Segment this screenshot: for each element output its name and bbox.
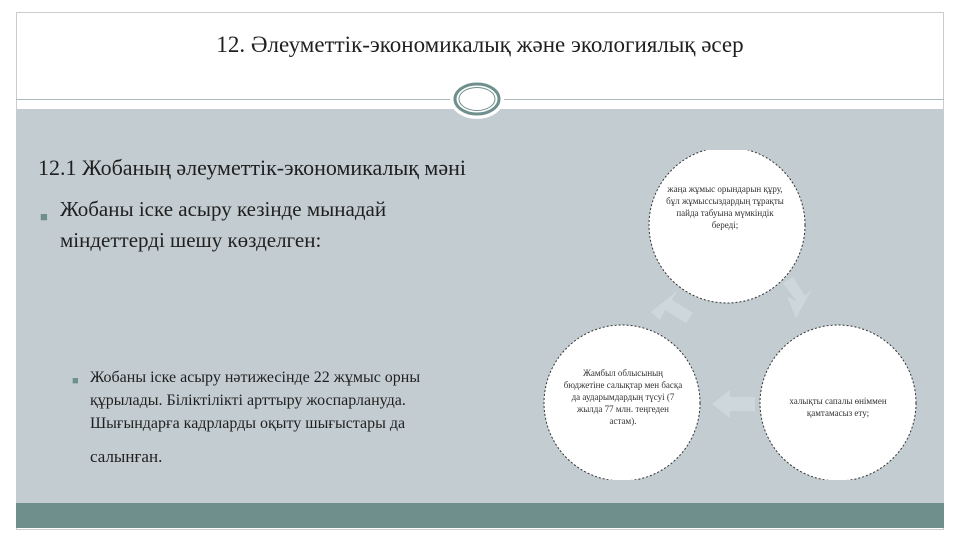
cycle-item-text: Жамбыл облысының бюджетіне салықтар мен басқа да аударымдардың түсуі (7 жылда 77 млн. теңгеден астам). xyxy=(563,368,683,426)
bullet-square-icon: ■ xyxy=(40,209,48,224)
bullet-item xyxy=(72,366,432,468)
section-subtitle: 12.1 Жобаның әлеуметтік-экономикалық мәні xyxy=(38,155,466,180)
cycle-item-text: жаңа жұмыс орындарын құру, бұл жұмыссыздардың тұрақты пайда табуына мүмкіндік береді; xyxy=(666,184,784,230)
bullet-text: Жобаны іске асыру кезінде мынадай міндеттерді шешу көзделген: xyxy=(60,197,387,252)
bullet-text-body: Жобаны іске асыру нәтижесінде 22 жұмыс орны құрылады. Біліктілікті арттыру жоспарлануда. Шығындарға кадрларды оқыту шығыстары да xyxy=(90,369,421,432)
bullet-text-last-line: салынған. xyxy=(90,447,163,466)
ring-emblem-icon xyxy=(447,76,507,122)
cycle-item-text: халықты сапалы өніммен қамтамасыз ету; xyxy=(789,396,887,418)
slide-title: 12. Әлеуметтік-экономикалық және экологиялық әсер xyxy=(216,32,744,57)
bullet-text xyxy=(72,366,432,468)
bullet-square-icon: ■ xyxy=(72,375,79,387)
cycle-arrow-icon xyxy=(783,277,812,318)
cycle-arrow-icon xyxy=(651,290,693,323)
footer-bar xyxy=(16,503,944,528)
bullet-item xyxy=(40,194,480,256)
cycle-arrow-icon xyxy=(712,390,755,418)
